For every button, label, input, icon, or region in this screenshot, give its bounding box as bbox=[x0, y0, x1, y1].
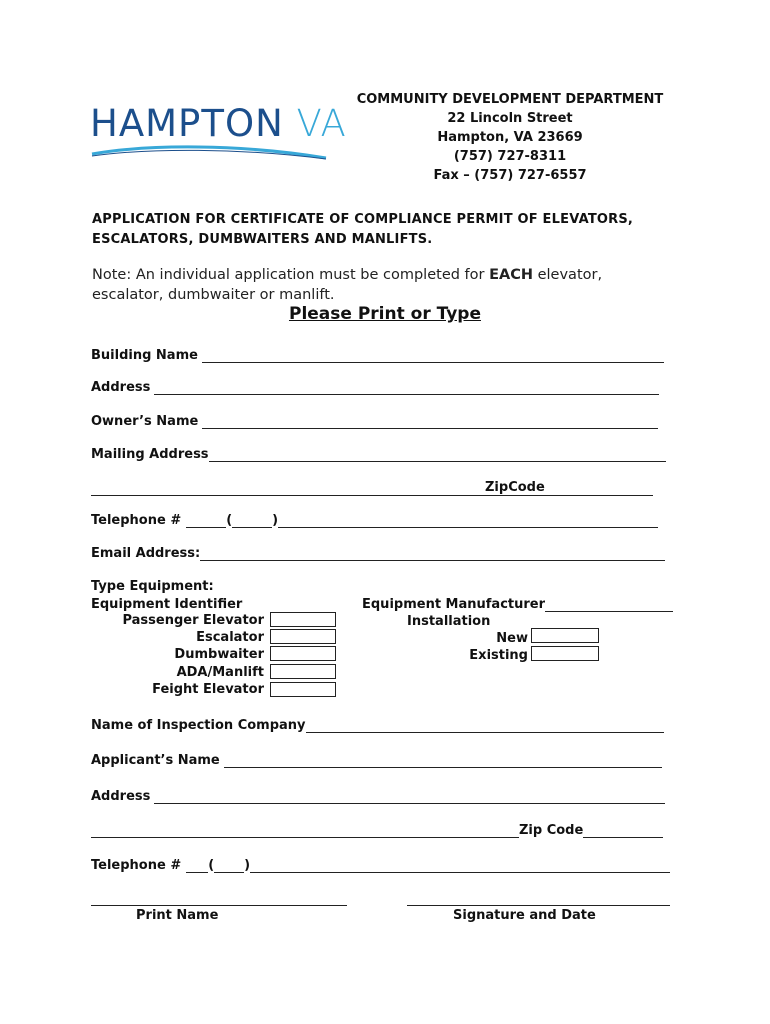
signature-line[interactable] bbox=[407, 905, 670, 906]
building-name-input[interactable] bbox=[202, 348, 664, 363]
equipment-manufacturer-label: Equipment Manufacturer bbox=[362, 597, 546, 612]
applicant-address-input[interactable] bbox=[154, 789, 665, 804]
equipment-manufacturer-input[interactable] bbox=[545, 597, 673, 612]
inspection-company-label: Name of Inspection Company bbox=[91, 718, 306, 733]
applicant-telephone-number-input[interactable] bbox=[250, 858, 670, 873]
logo-wordmark bbox=[90, 102, 347, 145]
department-header bbox=[355, 90, 665, 185]
escalator-label: Escalator bbox=[196, 630, 264, 645]
print-name-line[interactable] bbox=[91, 905, 347, 906]
owners-name-label: Owner’s Name bbox=[91, 414, 199, 429]
passenger-elevator-label: Passenger Elevator bbox=[122, 613, 264, 628]
note-line-2: escalator, dumbwaiter or manlift. bbox=[92, 287, 335, 303]
building-name-field bbox=[91, 348, 664, 363]
equipment-identifier-label: Equipment Identifier bbox=[91, 597, 243, 612]
signature-date-label: Signature and Date bbox=[453, 908, 596, 923]
title-line-2: ESCALATORS, DUMBWAITERS AND MANLIFTS. bbox=[92, 232, 433, 247]
ada-manlift-box[interactable] bbox=[270, 664, 336, 679]
telephone-label: Telephone # bbox=[91, 513, 182, 528]
department-name: COMMUNITY DEVELOPMENT DEPARTMENT bbox=[356, 92, 664, 107]
zip-code-field bbox=[91, 480, 653, 496]
department-fax: Fax – (757) 727-6557 bbox=[433, 168, 587, 183]
applicant-zip-label: Zip Code bbox=[519, 823, 584, 838]
inspection-company-input[interactable] bbox=[306, 718, 664, 733]
applicant-paren-open: ( bbox=[208, 858, 215, 873]
zip-code-input[interactable] bbox=[485, 480, 653, 496]
applicant-zip-input[interactable] bbox=[583, 823, 663, 838]
note-emphasis: EACH bbox=[489, 267, 533, 283]
note-prefix: Note: An individual application must be completed for bbox=[92, 267, 490, 283]
email-input[interactable] bbox=[200, 546, 665, 561]
applicant-telephone-label: Telephone # bbox=[91, 858, 182, 873]
telephone-field bbox=[91, 513, 658, 528]
email-field bbox=[91, 546, 665, 561]
address-field bbox=[91, 380, 659, 395]
installation-label: Installation bbox=[407, 614, 491, 629]
applicant-zip-field bbox=[91, 823, 663, 838]
mailing-address-input[interactable] bbox=[209, 447, 666, 462]
applicant-address-field bbox=[91, 789, 665, 804]
applicant-name-input[interactable] bbox=[224, 753, 662, 768]
owners-name-field bbox=[91, 414, 658, 429]
department-street: 22 Lincoln Street bbox=[447, 111, 573, 126]
new-box[interactable] bbox=[531, 628, 599, 643]
department-city: Hampton, VA 23669 bbox=[437, 130, 583, 145]
print-or-type-heading: Please Print or Type bbox=[288, 304, 481, 324]
dumbwaiter-box[interactable] bbox=[270, 646, 336, 661]
building-name-label: Building Name bbox=[91, 348, 198, 363]
applicant-paren-close: ) bbox=[244, 858, 251, 873]
address-input[interactable] bbox=[154, 380, 659, 395]
applicant-name-field bbox=[91, 753, 662, 768]
owners-name-input[interactable] bbox=[202, 414, 658, 429]
feight-elevator-box[interactable] bbox=[270, 682, 336, 697]
existing-box[interactable] bbox=[531, 646, 599, 661]
new-label: New bbox=[496, 631, 528, 646]
applicant-name-label: Applicant’s Name bbox=[91, 753, 220, 768]
title-line-1: APPLICATION FOR CERTIFICATE OF COMPLIANCE PERMIT OF ELEVATORS, bbox=[92, 212, 634, 227]
paren-open: ( bbox=[226, 513, 233, 528]
dumbwaiter-label: Dumbwaiter bbox=[174, 647, 264, 662]
feight-elevator-label: Feight Elevator bbox=[152, 682, 264, 697]
email-label: Email Address: bbox=[91, 546, 201, 561]
equipment-manufacturer-field bbox=[362, 597, 673, 612]
type-equipment-label: Type Equipment: bbox=[91, 579, 214, 594]
inspection-company-field bbox=[91, 718, 664, 733]
applicant-address-line-2-input[interactable] bbox=[91, 823, 519, 838]
hampton-logo bbox=[90, 102, 347, 164]
applicant-telephone-prefix-input[interactable] bbox=[186, 858, 208, 873]
logo-wave-icon bbox=[90, 142, 330, 162]
applicant-address-label: Address bbox=[91, 789, 151, 804]
department-phone: (757) 727-8311 bbox=[453, 149, 567, 164]
paren-close: ) bbox=[272, 513, 279, 528]
telephone-area-code-input[interactable] bbox=[232, 513, 272, 528]
application-note bbox=[92, 265, 602, 305]
zip-code-label: ZipCode bbox=[485, 480, 545, 495]
ada-manlift-label: ADA/Manlift bbox=[176, 665, 264, 680]
applicant-telephone-area-input[interactable] bbox=[214, 858, 244, 873]
note-suffix: elevator, bbox=[533, 267, 603, 283]
print-name-label: Print Name bbox=[136, 908, 219, 923]
logo-suffix-text: VA bbox=[296, 102, 347, 145]
telephone-number-input[interactable] bbox=[278, 513, 658, 528]
passenger-elevator-box[interactable] bbox=[270, 612, 336, 627]
mailing-address-label: Mailing Address bbox=[91, 447, 209, 462]
logo-main-text: HAMPTON bbox=[90, 102, 284, 145]
address-label: Address bbox=[91, 380, 151, 395]
telephone-area-prefix-input[interactable] bbox=[186, 513, 226, 528]
escalator-box[interactable] bbox=[270, 629, 336, 644]
existing-label: Existing bbox=[469, 648, 528, 663]
mailing-address-field bbox=[91, 447, 666, 462]
applicant-telephone-field bbox=[91, 858, 670, 873]
application-title bbox=[92, 210, 633, 250]
mailing-address-line-2-input[interactable] bbox=[91, 481, 485, 496]
